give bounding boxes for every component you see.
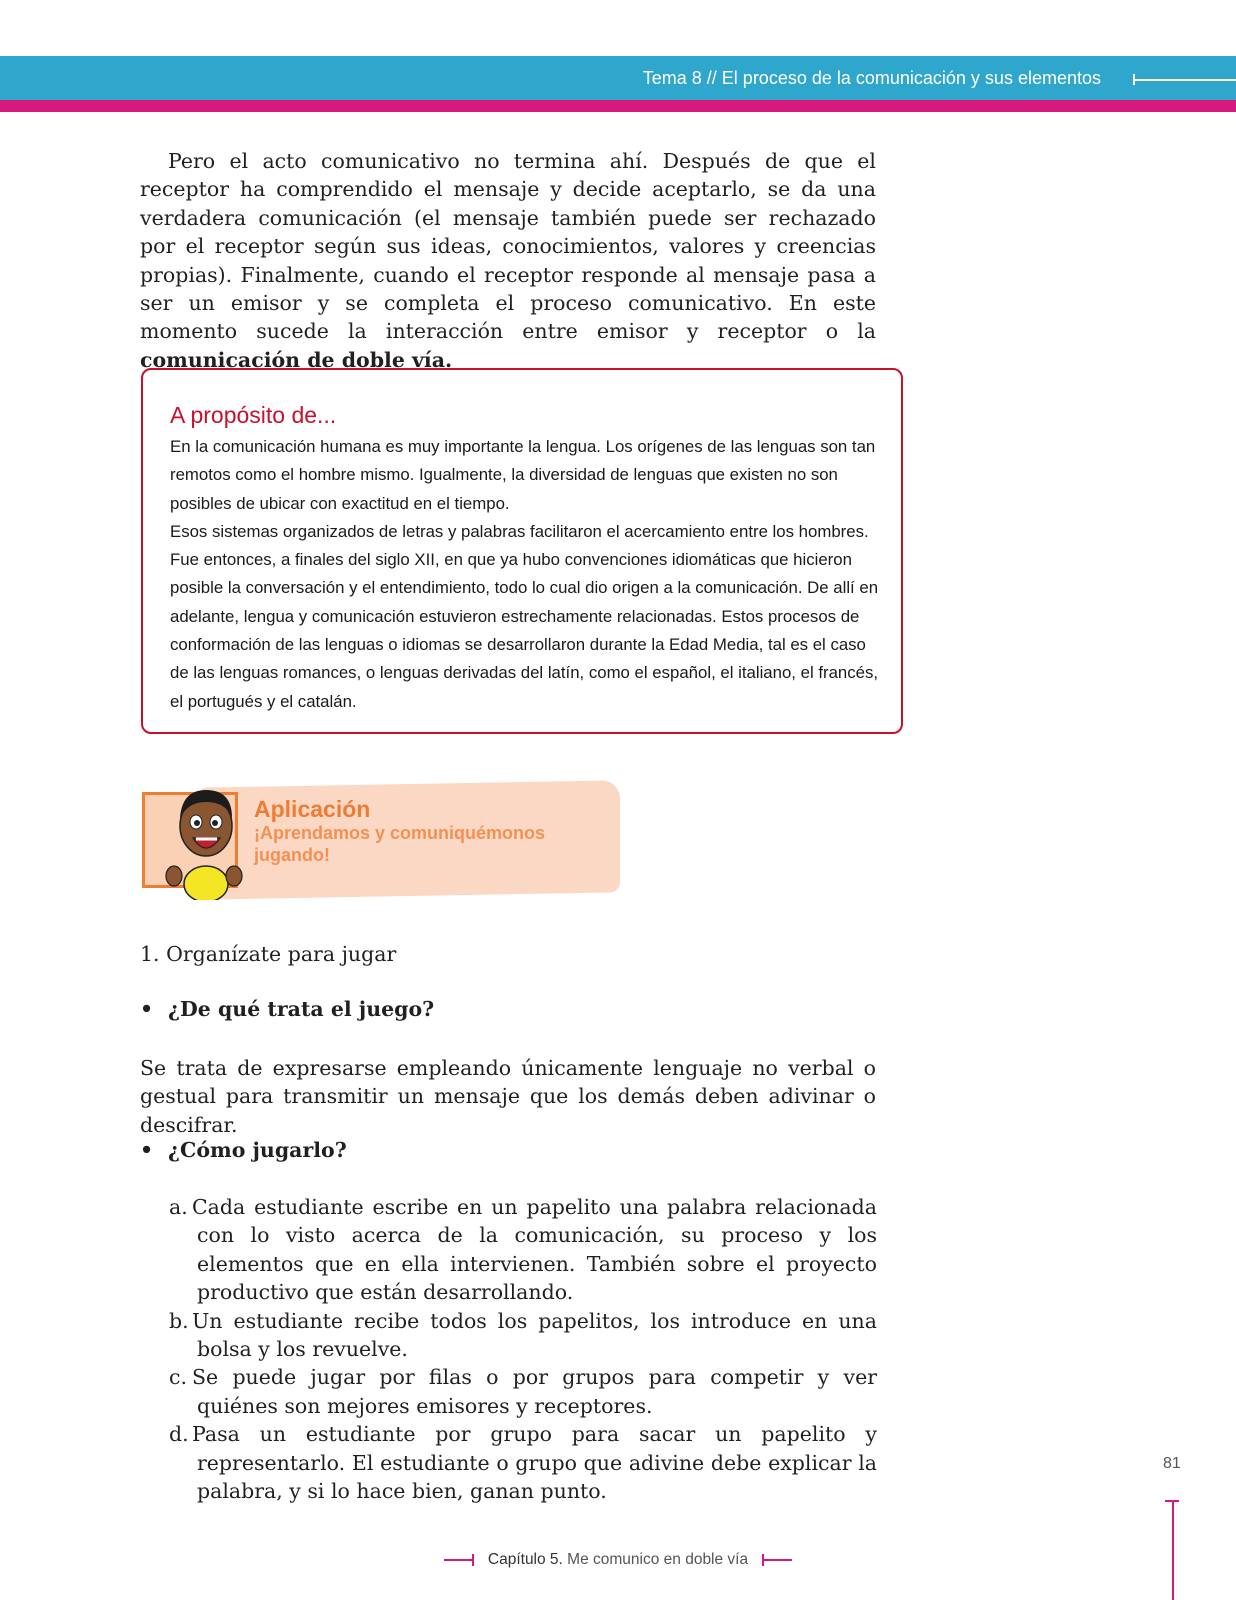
list-item-text: Un estudiante recibe todos los papelitos, los introduce en una bolsa y los revuelve. [192,1308,877,1362]
question-heading [140,1138,347,1162]
list-item [169,1420,877,1505]
aside-paragraph: Esos sistemas organizados de letras y palabras facilitaron el acercamiento entre los hombres. Fue entonces, a finales del siglo XII, en que ya hubo convenciones idiomáticas que hicieron posible la conversación y el entendimiento, todo lo cual dio origen a la comunicación. De allí en adelante, lengua y comunicación estuvieron estrechamente relacionadas. Estos procesos de conformación de las lenguas o idiomas se desarrollaron durante la Edad Media, tal es el caso de las lenguas romances, o lenguas derivadas del latín, como el español, el italiano, el francés, el portugués y el catalán. [170,521,879,711]
bullet-icon: • [140,1138,154,1162]
list-item [169,1363,877,1420]
bullet-icon: • [140,997,154,1021]
list-item-letter: a. [169,1195,188,1219]
list-item [169,1193,877,1307]
intro-paragraph [140,147,876,374]
side-rule [1172,1500,1174,1600]
footer-chapter-title: Me comunico en doble vía [567,1551,749,1568]
list-item-letter: c. [169,1365,187,1390]
list-item [169,1307,877,1364]
answer-paragraph: Se trata de expresarse empleando únicamente lenguaje no verbal o gestual para transmitir un mensaje que los demás deben adivinar o descifrar. [140,1056,876,1137]
instruction-list [169,1193,877,1505]
intro-bold-text: comunicación de doble vía. [140,347,453,372]
aside-body [170,433,880,716]
step-heading: 1. Organízate para jugar [140,942,397,966]
footer-right-rule [762,1559,792,1561]
aside-title: A propósito de... [170,402,337,428]
application-subtitle: ¡Aprendamos y comuniquémonos jugando! [254,823,546,865]
question-text: ¿De qué trata el juego? [168,997,435,1021]
list-item-letter: d. [169,1422,189,1447]
page-number: 81 [1163,1455,1181,1472]
aside-paragraph: En la comunicación humana es muy importante la lengua. Los orígenes de las lenguas son tan remotos como el hombre mismo. Igualmente, la diversidad de lenguas que existen no son posibles de ubicar con exactitud en el tiempo. [170,437,876,513]
student-character-icon [160,784,254,900]
footer [0,1551,1236,1569]
list-item-text: Se puede jugar por filas o por grupos para competir y ver quiénes son mejores emisores y receptores. [192,1365,877,1418]
footer-left-rule [444,1559,474,1561]
question-heading [140,997,434,1021]
header-rule [1133,79,1236,81]
header-title: Tema 8 // El proceso de la comunicación y sus elementos [642,68,1101,88]
intro-text: Pero el acto comunicativo no termina ahí. Después de que el receptor ha comprendido el mensaje y decide aceptarlo, se da una verdadera comunicación (el mensaje también puede ser rechazado por el receptor según sus ideas, conocimientos, valores y creencias propias). Finalmente, cuando el receptor responde al mensaje pasa a ser un emisor y se completa el proceso comunicativo. En este momento sucede la interacción entre emisor y receptor o la [140,149,876,344]
question-text: ¿Cómo jugarlo? [168,1138,347,1162]
list-item-text: Pasa un estudiante por grupo para sacar un papelito y representarlo. El estudiante o grupo que adivine debe explicar la palabra, y si lo hace bien, ganan punto. [192,1422,877,1504]
list-item-letter: b. [169,1308,189,1333]
header-accent-stripe [0,100,1236,112]
footer-chapter-label: Capítulo 5. [487,1551,563,1568]
list-item-text: Cada estudiante escribe en un papelito una palabra relacionada con lo visto acerca de la comunicación, su proceso y los elementos que en ella intervienen. También sobre el proyecto productivo que están desarrollando. [192,1195,877,1305]
application-title: Aplicación [254,796,371,822]
